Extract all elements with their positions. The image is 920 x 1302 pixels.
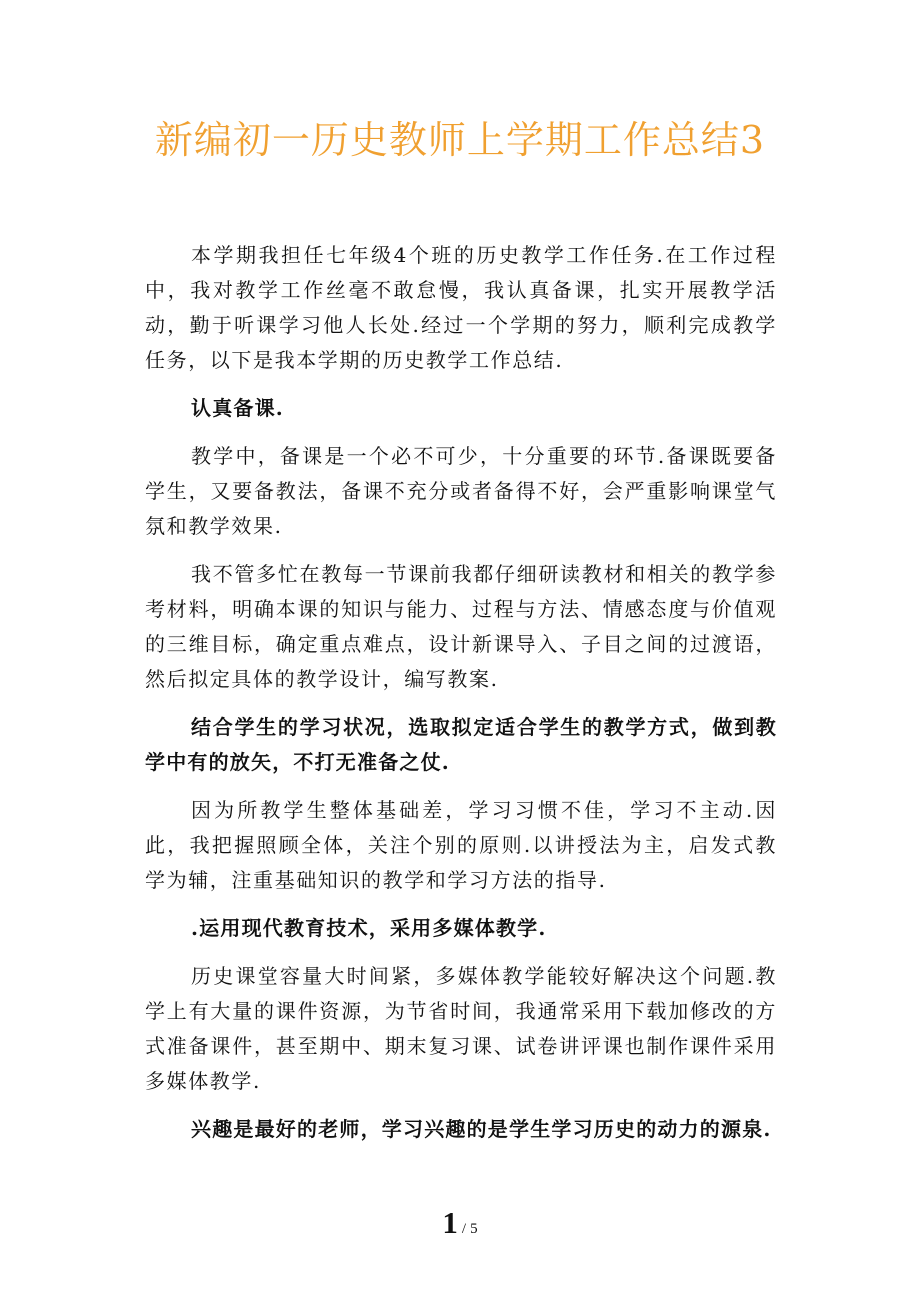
heading-multimedia: .运用现代教育技术，采用多媒体教学. (191, 916, 547, 940)
heading-teaching-approach: 结合学生的学习状况，选取拟定适合学生的教学方式，做到教学中有的放矢，不打无准备之仗. (145, 715, 777, 774)
paragraph-lesson-importance: 教学中，备课是一个必不可少，十分重要的环节.备课既要备学生，又要备教法，备课不充分或者备得不好，会严重影响课堂气氛和教学效果. (145, 444, 777, 538)
paragraph-multimedia: 历史课堂容量大时间紧，多媒体教学能较好解决这个问题.教学上有大量的课件资源，为节省时间，我通常采用下载加修改的方式准备课件，甚至期中、期末复习课、试卷讲评课也制作课件采用多媒体教学. (145, 964, 777, 1093)
heading-prepare-lessons: 认真备课. (191, 396, 284, 420)
page-number (0, 1205, 920, 1241)
heading-interest: 兴趣是最好的老师，学习兴趣的是学生学习历史的动力的源泉. (191, 1117, 772, 1141)
paragraph-intro: 本学期我担任七年级4个班的历史教学工作任务.在工作过程中，我对教学工作丝毫不敢怠慢，我认真备课，扎实开展教学活动，勤于听课学习他人长处.经过一个学期的努力，顺利完成教学任务，以下是我本学期的历史教学工作总结. (145, 243, 777, 372)
document-body (145, 238, 777, 1160)
paragraph-lesson-method: 我不管多忙在教每一节课前我都仔细研读教材和相关的教学参考材料，明确本课的知识与能力、过程与方法、情感态度与价值观的三维目标，确定重点难点，设计新课导入、子目之间的过渡语，然后拟定具体的教学设计，编写教案. (145, 562, 777, 691)
page-separator: / (461, 1221, 467, 1237)
page-total: 5 (470, 1221, 478, 1237)
page-current: 1 (442, 1205, 458, 1240)
paragraph-teaching-approach: 因为所教学生整体基础差，学习习惯不佳，学习不主动.因此，我把握照顾全体，关注个别的原则.以讲授法为主，启发式教学为辅，注重基础知识的教学和学习方法的指导. (145, 798, 777, 892)
document-title: 新编初一历史教师上学期工作总结3 (154, 118, 766, 162)
